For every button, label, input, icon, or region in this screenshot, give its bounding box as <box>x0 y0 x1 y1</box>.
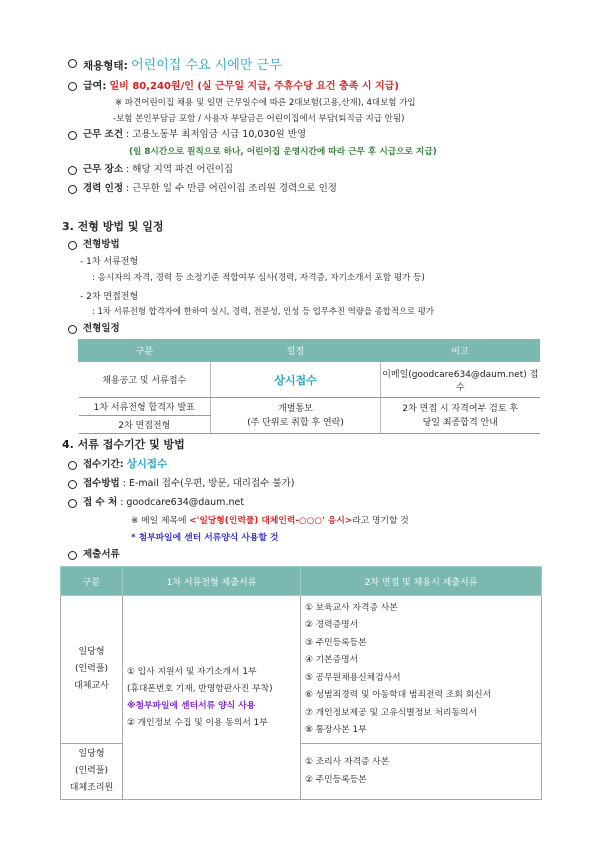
employment-type-value: 어린이집 수요 시에만 근무 <box>131 58 282 73</box>
mail-title-note: ※ 메일 제목에 <'일당형(인력풀) 대체인력-○○○' 응시>라고 명기할 것 <box>131 516 409 526</box>
table-header: 2차 면접 및 채용시 제출서류 <box>301 567 542 596</box>
table-header: 1차 서류전형 제출서류 <box>123 567 301 596</box>
bullet-icon <box>68 325 77 334</box>
docs-label: 제출서류 <box>83 549 120 560</box>
section-4-title: 4. 서류 접수기간 및 방법 <box>62 438 185 451</box>
bullet-icon <box>68 461 77 470</box>
step-2: - 2차 면접전형 <box>80 292 139 302</box>
submission-address: 접 수 처 : goodcare634@daum.net <box>83 497 245 508</box>
step-2-desc: : 1차 서류전형 합격자에 한하여 실시, 경력, 전문성, 인성 등 업무추진 역량을 종합적으로 평가 <box>92 306 434 316</box>
table-row: 채용공고 및 서류접수 상시접수 이메일(goodcare634@daum.net) 접수 <box>79 362 540 398</box>
bullet-icon <box>68 551 77 560</box>
bullet-icon <box>68 241 77 250</box>
documents-table <box>60 566 542 800</box>
work-condition-note: (일 8시간으로 원칙으로 하나, 어린이집 운영시간에 따라 근무 후 시급으로 지급) <box>129 147 437 157</box>
pay-note-1: ※ 파견어린이집 채용 및 일면 근무일수에 따른 2대보험(고용,산재), 4대보험 가입 <box>115 98 416 108</box>
career-recognition: 경력 인정 : 근무한 일 수 만큼 어린이집 조리원 경력으로 인정 <box>83 183 337 194</box>
work-condition: 근무 조건 : 고용노동부 최저임금 시급 10,030원 반영 <box>83 129 307 140</box>
table-row: 일당형 (인력풀) 대체조리원 ① 조리사 자격증 사본 ② 주민등록등본 <box>61 744 542 800</box>
table-row: 1차 서류전형 합격자 발표 개별통보 (주 단위로 취합 후 연락) 2차 면접 시 자격여부 검토 후 당일 최종합격 안내 <box>79 398 540 416</box>
bullet-icon <box>68 131 77 140</box>
employment-type: 채용형태: 어린이집 수요 시에만 근무 <box>83 58 282 73</box>
bullet-icon <box>68 185 77 194</box>
table-row: 2차 면접전형 <box>79 416 540 434</box>
bullet-icon <box>68 499 77 508</box>
pay-note-2: -보험 본인부담금 포함 / 사용자 부담금은 어린이집에서 부담(퇴직금 지급 안됨) <box>113 114 405 124</box>
table-header: 비고 <box>381 340 540 362</box>
pay: 급여: 일비 80,240원/인 (실 근무일 지급, 주휴수당 요건 충족 시 지급) <box>83 81 399 92</box>
table-header: 구분 <box>61 567 123 596</box>
section-3-title: 3. 전형 방법 및 일정 <box>62 220 164 233</box>
bullet-icon <box>68 82 77 91</box>
table-header: 구분 <box>79 340 211 362</box>
method-label: 전형방법 <box>83 239 120 250</box>
attachment-note: * 첨부파일에 센터 서류양식 사용할 것 <box>131 533 279 543</box>
step-1-desc: : 응시자의 자격, 경력 등 소정기준 적합여부 심사(경력, 자격증, 자기소개서 포함 평가 등) <box>92 273 425 283</box>
bullet-icon <box>68 166 77 175</box>
submission-method: 접수방법 : E-mail 접수(우편, 방문, 대리접수 불가) <box>83 478 295 489</box>
table-row: 일당형 (인력풀) 대체교사 ① 입사 지원서 및 자기소개서 1부 (휴대폰번호 기재, 반명함판사진 부착) ※첨부파일에 센터서류 양식 사용 ② 개인정보 수집 및 이용 동의서 1부 ① 보육교사 자격증 사본 ② 경력증명서 ③ 주민등록등본 ④ 기본증명서 ⑤ 공무원채용신체검사서 ⑥ 성범죄경력 및 아동학대 범죄전력 조회 회신서 ⑦ 개인정보제공 및 고유식별정보 처리동의서 ⑧ 통장사본 1부 <box>61 596 542 744</box>
bullet-icon <box>68 480 77 489</box>
bullet-icon <box>68 59 77 68</box>
schedule-table <box>78 339 540 434</box>
period: 접수기간: 상시접수 <box>83 458 168 470</box>
work-place: 근무 장소 : 해당 지역 파견 어린이집 <box>83 164 234 175</box>
schedule-label: 전형일정 <box>83 323 120 334</box>
step-1: - 1차 서류전형 <box>80 257 139 267</box>
table-header: 일정 <box>211 340 381 362</box>
